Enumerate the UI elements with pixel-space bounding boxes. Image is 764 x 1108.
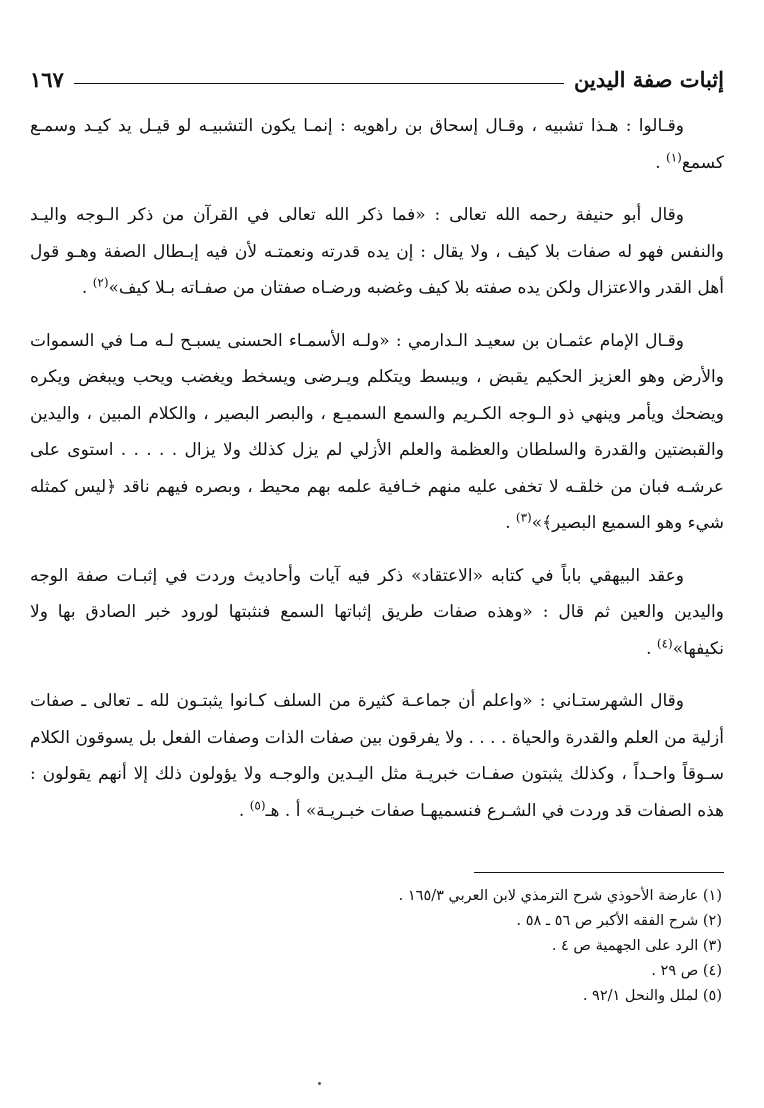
header-rule [74,83,564,84]
footnote-ref[interactable]: (٥) [249,797,266,812]
footnote-item: (٥) لملل والنحل ٩٢/١ . [582,988,722,1004]
main-text [30,108,724,845]
header-title: إثبات صفة اليدين [574,66,724,92]
paragraph-abu-hanifa [30,197,724,307]
footnote-item: (١) عارضة الأحوذي شرح الترمذي لابن العربي ١٦٥/٣ . [398,888,722,904]
footnote-ref[interactable]: (٢) [92,275,109,290]
paragraph-text: وقال أبو حنيفة رحمه الله تعالى : «فما ذكر الله تعالى في القرآن من ذكر الـوجه واليـد والنفس فهو له صفات بلا كيف ، ولا يقال : إن يده قدرته ونعمتـه لأن فيه إبـطال الصفة وهـو قول أهل القدر والاعتزال ولكن يده صفته بلا كيف وغضبه ورضـاه صفتان من صفـاته بـلا كيف» [30,205,724,298]
paragraph-end: . [655,152,661,173]
footnote-item: (٢) شرح الفقه الأكبر ص ٥٦ ـ ٥٨ . [516,913,722,929]
paragraph-text: وقـال الإمام عثمـان بن سعيـد الـدارمي : «ولـه الأسمـاء الحسنى يسبـح لـه مـا في السموات والأرض وهو العزيز الحكيم يقبض ، ويبسط ويتكلم ويـرضى ويسخط ويغضب ويحب ويبغض ويكره ويضحك ويأمر وينهي ذو الـوجه الكـريم والسمع السميـع ، والبصر البصير ، والكلام المبين ، واليدين والقبضتين والقدرة والسلطان والعظمة والعلم الأزلي لم يزل كذلك ولا يزال . . . . . استوى على عرشـه فبان من خلقـه لا تخفى عليه منهم خـافية علمه بهم محيط ، وبصره فيهم ناقد ﴿ليس كمثله شيء وهو السميع البصير﴾» [30,330,724,533]
paragraph-bayhaqi [30,558,724,668]
running-header [30,62,724,96]
paragraph-text: وعقد البيهقي باباً في كتابه «الاعتقاد» ذكر فيه آيات وأحاديث وردت في إثبـات صفة الوجه واليدين والعين ثم قال : «وهذه صفات طريق إثباتها السمع فنثبتها لورود خبر الصادق بها ولا نكيفها» [30,565,724,659]
footnote-item: (٣) الرد على الجهمية ص ٤ . [551,938,722,954]
paragraph-end: . [238,800,245,821]
paragraph-text: وقال الشهرستـاني : «واعلم أن جماعـة كثيرة من السلف كـانوا يثبتـون لله ـ تعالى ـ صفات أزلية من العلم والقدرة والحياة . . . . ولا يفرقون بين صفات الذات وصفات الفعل بل يسوقون الكلام سـوقاً واحـداً ، وكذلك يثبتون صفـات خبريـة مثل اليـدين والوجـه ولا يؤولون ذلك إلا أنهم يقولون : هذه الصفات قد وردت في الشـرع فنسميهـا صفات خبـريـة» أ . هـ [30,691,724,821]
paragraph-darimi [30,323,724,542]
paragraph-end: . [646,638,652,659]
paragraph-end: . [505,513,511,533]
paragraph-ishaq [30,108,724,181]
footnote-ref[interactable]: (٤) [656,635,673,650]
footnote-separator [474,872,724,873]
footnote-item: (٤) ص ٢٩ . [651,963,722,979]
footnotes [30,884,722,1009]
print-speck [318,1082,321,1085]
footnote-ref[interactable]: (١) [666,149,682,164]
page-number: ١٦٧ [30,66,64,92]
paragraph-text: وقـالوا : هـذا تشبيه ، وقـال إسحاق بن راهويه : إنمـا يكون التشبيـه لو قيـل يد كيـد وسمـع كسمع [30,116,724,173]
footnote-ref[interactable]: (٣) [515,510,532,525]
paragraph-shahrastani [30,683,724,829]
paragraph-end: . [81,278,88,298]
